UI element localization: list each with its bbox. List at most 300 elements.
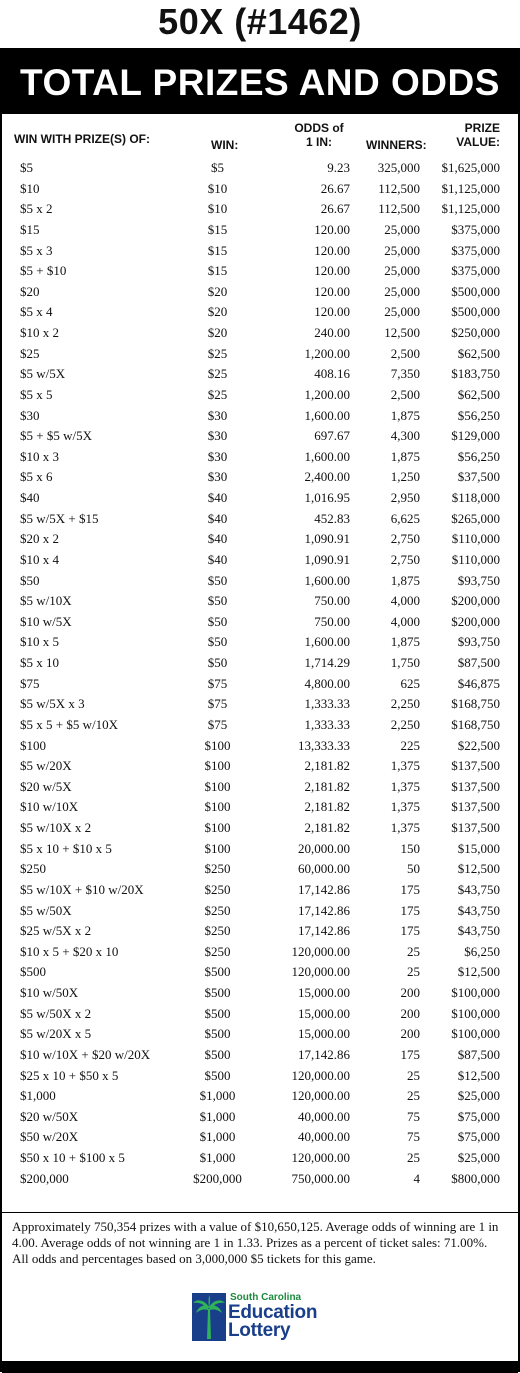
prize-cell: $20 [20,283,40,299]
value-cell: $137,500 [451,820,500,835]
win-cell: $30 [207,469,228,485]
table-row [2,942,518,963]
odds-cell: 697.67 [314,428,350,444]
table-row [2,736,518,757]
table-row [2,241,518,262]
value-cell: $168,750 [451,696,500,712]
value-cell: $100,000 [451,1005,500,1021]
odds-cell: 1,200.00 [304,386,350,402]
value-cell: $87,500 [457,1046,500,1062]
odds-cell: 17,142.86 [298,923,350,939]
value-cell: $37,500 [457,469,500,485]
winners-cell: 175 [400,902,420,918]
odds-cell: 408.16 [314,366,350,382]
value-cell: $183,750 [451,366,500,382]
odds-cell: 1,600.00 [304,448,350,464]
value-cell: $110,000 [451,551,500,567]
prize-cell: $15 [20,221,40,237]
value-cell: $93,750 [457,572,500,588]
odds-cell: 15,000.00 [298,985,350,1000]
table-row [2,962,518,983]
table-row [2,529,518,550]
odds-cell: 750.00 [314,613,350,629]
prize-cell: $20 w/5X [20,778,72,794]
prize-cell: $5 w/5X [20,366,66,382]
table-row [2,385,518,406]
winners-cell: 175 [400,1046,420,1062]
win-cell: $200,000 [193,1170,242,1186]
table-row [2,921,518,942]
prize-cell: $5 w/20X x 5 [20,1026,92,1042]
prize-cell: $5 + $5 w/5X [20,428,92,444]
win-cell: $100 [204,778,231,794]
table-row [2,880,518,901]
win-cell: $250 [204,923,231,939]
table-row [2,859,518,880]
winners-cell: 75 [407,1129,420,1145]
winners-cell: 2,500 [390,386,420,402]
prize-cell: $1,000 [20,1088,56,1104]
win-cell: $75 [207,675,228,691]
value-cell: $500,000 [451,283,500,299]
value-cell: $12,500 [457,861,500,877]
odds-cell: 120.00 [314,283,350,299]
odds-cell: 15,000.00 [298,1005,350,1021]
table-row [2,1086,518,1107]
table-row [2,323,518,344]
value-cell: $168,750 [451,716,500,732]
table-row [2,901,518,922]
win-cell: $500 [204,1046,231,1062]
table-row [2,591,518,612]
table-row [2,612,518,633]
winners-cell: 7,350 [390,366,420,382]
table-row [2,632,518,653]
value-cell: $375,000 [451,263,500,279]
win-cell: $20 [207,283,228,299]
value-cell: $46,875 [457,675,500,691]
win-cell: $15 [207,242,228,258]
odds-cell: 120,000.00 [291,1088,350,1104]
table-banner: TOTAL PRIZES AND ODDS [2,50,518,114]
winners-cell: 112,500 [378,180,420,196]
odds-footnote: Approximately 750,354 prizes with a value of $10,650,125. Average odds of winning are 1 in 4.00. Average odds of not winning are 1 in 1.33. Prizes as a percent of ticket sales: 71.00%. All odds and percentages based on 3,000,000 $5 tickets for this game. [12,1219,499,1266]
odds-cell: 20,000.00 [298,840,350,856]
table-row [2,344,518,365]
odds-cell: 2,181.82 [304,758,350,774]
prize-cell: $50 w/20X [20,1129,79,1145]
winners-cell: 2,500 [390,345,420,361]
table-row [2,715,518,736]
win-cell: $30 [207,448,228,464]
odds-cell: 17,142.86 [298,881,350,897]
header-value-line1: PRIZE [464,121,500,135]
prize-cell: $5 w/10X [20,593,72,609]
win-cell: $40 [207,510,228,526]
prize-cell: $50 x 10 + $100 x 5 [20,1150,125,1165]
prize-rows [2,158,518,1210]
winners-cell: 225 [400,737,420,753]
odds-cell: 240.00 [314,325,350,340]
value-cell: $25,000 [457,1150,500,1165]
table-row [2,1107,518,1128]
palmetto-tree-icon [192,1293,226,1341]
table-row [2,694,518,715]
value-cell: $375,000 [451,242,500,258]
win-cell: $75 [207,716,228,732]
win-cell: $500 [204,1026,231,1042]
table-row [2,1066,518,1087]
win-cell: $5 [211,160,224,175]
value-cell: $137,500 [451,799,500,815]
win-cell: $40 [207,551,228,567]
table-header [2,114,518,158]
win-cell: $250 [204,861,231,877]
win-cell: $500 [204,985,231,1000]
value-cell: $100,000 [451,1026,500,1042]
odds-cell: 120.00 [314,263,350,279]
table-row [2,447,518,468]
prize-cell: $40 [20,490,40,505]
prize-cell: $100 [20,737,46,753]
prize-cell: $25 x 10 + $50 x 5 [20,1067,119,1083]
prize-cell: $5 [20,160,33,175]
odds-cell: 1,714.29 [304,655,350,670]
winners-cell: 50 [407,861,420,877]
table-row [2,467,518,488]
win-cell: $1,000 [199,1088,236,1104]
winners-cell: 625 [400,675,420,691]
winners-cell: 2,750 [390,551,420,567]
winners-cell: 1,375 [390,758,420,774]
winners-cell: 1,875 [390,572,420,588]
odds-cell: 1,600.00 [304,407,350,423]
win-cell: $1,000 [199,1129,236,1145]
value-cell: $62,500 [457,386,500,402]
prize-cell: $5 x 6 [20,469,53,485]
table-row [2,261,518,282]
value-cell: $1,625,000 [441,160,500,175]
win-cell: $30 [207,407,228,423]
win-cell: $100 [204,737,231,753]
win-cell: $50 [207,634,228,650]
winners-cell: 2,250 [390,696,420,712]
odds-cell: 120,000.00 [291,1150,350,1165]
odds-cell: 120,000.00 [291,943,350,959]
prize-cell: $10 x 2 [20,325,59,340]
odds-cell: 120.00 [314,242,350,258]
winners-cell: 175 [400,923,420,939]
win-cell: $10 [207,201,228,217]
table-row [2,1127,518,1148]
win-cell: $50 [207,593,228,609]
win-cell: $10 [207,180,228,196]
win-cell: $500 [204,1005,231,1021]
win-cell: $40 [207,531,228,547]
prize-cell: $20 w/50X [20,1108,79,1124]
bottom-border-bar [2,1361,518,1373]
prize-cell: $5 x 10 + $10 x 5 [20,840,112,856]
win-cell: $50 [207,572,228,588]
winners-cell: 1,375 [390,778,420,794]
odds-cell: 750,000.00 [291,1170,350,1186]
win-cell: $100 [204,758,231,774]
winners-cell: 1,750 [390,655,420,670]
table-row [2,509,518,530]
value-cell: $250,000 [451,325,500,340]
prize-cell: $5 w/10X x 2 [20,820,92,835]
prize-cell: $500 [20,964,46,980]
value-cell: $87,500 [457,655,500,670]
prize-cell: $5 w/10X + $10 w/20X [20,881,144,897]
prize-cell: $10 x 4 [20,551,59,567]
value-cell: $265,000 [451,510,500,526]
value-cell: $56,250 [457,407,500,423]
win-cell: $50 [207,613,228,629]
win-cell: $1,000 [199,1108,236,1124]
prize-cell: $5 + $10 [20,263,67,279]
header-odds-line2: 1 IN: [305,135,332,149]
winners-cell: 1,875 [390,407,420,423]
odds-cell: 750.00 [314,593,350,609]
win-cell: $100 [204,799,231,815]
prize-cell: $5 w/5X x 3 [20,696,85,712]
prize-cell: $5 w/50X x 2 [20,1005,92,1021]
win-cell: $500 [204,964,231,980]
table-row [2,571,518,592]
odds-cell: 26.67 [320,201,350,217]
win-cell: $25 [207,345,228,361]
winners-cell: 25 [407,1088,420,1104]
header-odds-line1: ODDS of [294,121,344,135]
value-cell: $25,000 [457,1088,500,1104]
value-cell: $200,000 [451,613,500,629]
odds-cell: 2,181.82 [304,820,350,835]
winners-cell: 1,875 [390,634,420,650]
table-row [2,797,518,818]
table-row [2,983,518,1004]
prize-cell: $10 w/5X [20,613,72,629]
win-cell: $250 [204,881,231,897]
value-cell: $110,000 [451,531,500,547]
table-row [2,777,518,798]
odds-cell: 15,000.00 [298,1026,350,1042]
winners-cell: 4,000 [390,613,420,629]
table-row [2,220,518,241]
winners-cell: 25,000 [384,263,420,279]
odds-cell: 26.67 [320,180,350,196]
prize-cell: $50 [20,572,40,588]
table-row [2,1169,518,1190]
odds-cell: 1,600.00 [304,572,350,588]
prize-cell: $10 w/10X [20,799,79,815]
value-cell: $12,500 [457,1067,500,1083]
win-cell: $1,000 [199,1150,236,1165]
prize-cell: $5 x 5 [20,386,53,402]
logo-state-text: South Carolina [230,1292,302,1303]
winners-cell: 4,000 [390,593,420,609]
value-cell: $43,750 [457,881,500,897]
win-cell: $50 [207,655,228,670]
win-cell: $75 [207,696,228,712]
table-row [2,756,518,777]
prize-cell: $75 [20,675,40,691]
winners-cell: 2,250 [390,716,420,732]
prize-cell: $10 w/10X + $20 w/20X [20,1046,151,1062]
win-cell: $100 [204,840,231,856]
table-row [2,158,518,179]
win-cell: $25 [207,366,228,382]
odds-cell: 120,000.00 [291,964,350,980]
value-cell: $100,000 [451,985,500,1000]
table-row [2,179,518,200]
prize-cell: $10 w/50X [20,985,79,1000]
winners-cell: 1,250 [390,469,420,485]
prize-cell: $200,000 [20,1170,69,1186]
win-cell: $500 [204,1067,231,1083]
odds-cell: 1,333.33 [304,716,350,732]
winners-cell: 2,750 [390,531,420,547]
table-row [2,282,518,303]
winners-cell: 25 [407,964,420,980]
prize-table-box [0,48,520,1372]
odds-cell: 1,333.33 [304,696,350,712]
prize-cell: $5 x 5 + $5 w/10X [20,716,118,732]
logo-education-text: Education [228,1302,318,1323]
value-cell: $200,000 [451,593,500,609]
table-row [2,488,518,509]
value-cell: $93,750 [457,634,500,650]
win-cell: $20 [207,304,228,320]
value-cell: $56,250 [457,448,500,464]
win-cell: $20 [207,325,228,340]
table-row [2,199,518,220]
prize-cell: $5 x 3 [20,242,53,258]
table-row [2,1024,518,1045]
winners-cell: 25,000 [384,304,420,320]
value-cell: $6,250 [464,943,500,959]
game-title: 50X (#1462) [158,1,362,42]
win-cell: $250 [204,943,231,959]
prize-cell: $20 x 2 [20,531,59,547]
prize-cell: $5 x 2 [20,201,53,217]
winners-cell: 200 [400,1005,420,1021]
odds-cell: 9.23 [327,160,350,175]
win-cell: $15 [207,221,228,237]
winners-cell: 25,000 [384,242,420,258]
value-cell: $43,750 [457,923,500,939]
win-cell: $250 [204,902,231,918]
table-row [2,302,518,323]
table-footer [2,1212,518,1373]
prize-cell: $10 x 3 [20,448,59,464]
table-row [2,818,518,839]
value-cell: $62,500 [457,345,500,361]
table-row [2,1148,518,1169]
win-cell: $15 [207,263,228,279]
win-cell: $25 [207,386,228,402]
winners-cell: 4 [413,1170,420,1186]
winners-cell: 1,875 [390,448,420,464]
odds-cell: 1,090.91 [304,531,350,547]
table-row [2,364,518,385]
winners-cell: 112,500 [378,201,420,217]
odds-cell: 120.00 [314,304,350,320]
table-row [2,550,518,571]
value-cell: $375,000 [451,221,500,237]
value-cell: $75,000 [457,1108,500,1124]
header-value-line2: VALUE: [456,135,500,149]
value-cell: $12,500 [457,964,500,980]
prize-cell: $5 w/5X + $15 [20,510,99,526]
prize-cell: $5 w/20X [20,758,72,774]
winners-cell: 25,000 [384,283,420,299]
header-prize-value [432,121,500,149]
win-cell: $30 [207,428,228,444]
winners-cell: 200 [400,1026,420,1042]
odds-cell: 1,600.00 [304,634,350,650]
value-cell: $43,750 [457,902,500,918]
winners-cell: 4,300 [390,428,420,444]
prize-cell: $10 x 5 [20,634,59,650]
winners-cell: 200 [400,985,420,1000]
odds-cell: 2,181.82 [304,799,350,815]
value-cell: $75,000 [457,1129,500,1145]
logo-lottery-text: Lottery [228,1320,291,1341]
odds-cell: 17,142.86 [298,902,350,918]
table-row [2,426,518,447]
prize-cell: $5 x 4 [20,304,53,320]
table-row [2,839,518,860]
winners-cell: 75 [407,1108,420,1124]
odds-cell: 40,000.00 [298,1108,350,1124]
table-row [2,653,518,674]
winners-cell: 25 [407,943,420,959]
value-cell: $118,000 [451,490,500,505]
odds-cell: 13,333.33 [298,737,350,753]
winners-cell: 25 [407,1067,420,1083]
odds-cell: 1,016.95 [304,490,350,505]
odds-cell: 120.00 [314,221,350,237]
table-row [2,674,518,695]
odds-cell: 60,000.00 [298,861,350,877]
value-cell: $15,000 [457,840,500,856]
prize-cell: $25 w/5X x 2 [20,923,92,939]
win-cell: $100 [204,820,231,835]
winners-cell: 150 [400,840,420,856]
table-row [2,1004,518,1025]
winners-cell: 25,000 [384,221,420,237]
prize-cell: $10 [20,180,40,196]
table-row [2,1045,518,1066]
value-cell: $137,500 [451,758,500,774]
winners-cell: 25 [407,1150,420,1165]
prize-cell: $5 x 10 [20,655,59,670]
value-cell: $1,125,000 [441,180,500,196]
value-cell: $1,125,000 [441,201,500,217]
odds-cell: 2,400.00 [304,469,350,485]
winners-cell: 175 [400,881,420,897]
winners-cell: 325,000 [377,160,420,175]
winners-cell: 1,375 [390,820,420,835]
prize-cell: $5 w/50X [20,902,72,918]
odds-cell: 40,000.00 [298,1129,350,1145]
table-row [2,406,518,427]
winners-cell: 12,500 [384,325,420,340]
winners-cell: 6,625 [390,510,420,526]
value-cell: $800,000 [451,1170,500,1186]
header-winners: WINNERS: [366,138,427,152]
